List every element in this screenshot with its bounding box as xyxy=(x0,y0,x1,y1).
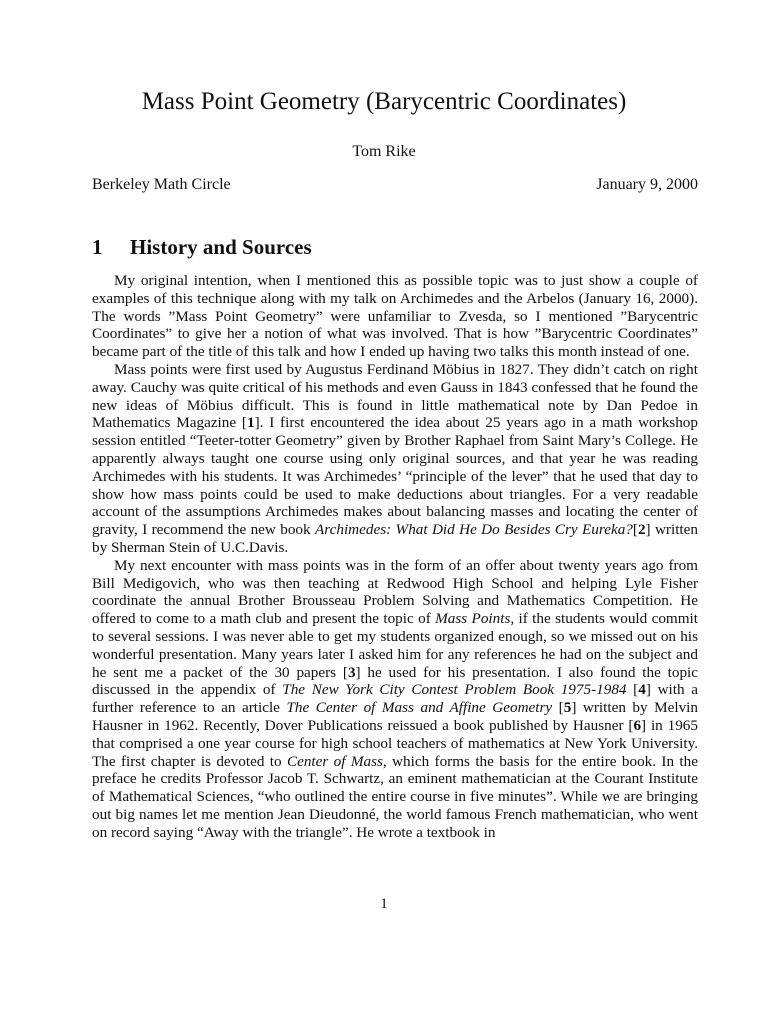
section-heading xyxy=(92,235,312,260)
section-number: 1 xyxy=(92,235,103,259)
text-run: ] with a further reference to an article xyxy=(92,681,698,717)
body-text xyxy=(92,272,698,842)
citation-ref: 3 xyxy=(347,663,356,681)
paper-title: Mass Point Geometry (Barycentric Coordinates) xyxy=(141,88,627,115)
section-title: History and Sources xyxy=(130,235,312,259)
paragraph-1: My original intention, when I mentioned this as possible topic was to just show a couple of examples of this technique along with my talk on Archimedes and the Arbelos (January 16, 2000). The words ”Mass Point Geometry” were unfamiliar to Zvesda, so I mentioned ”Barycentric Coordinates” to give her a notion of what was involved. That is how ”Barycentric Coordinates” became part of the title of this talk and how I ended up having two talks this month instead of one. xyxy=(92,272,698,361)
affiliation: Berkeley Math Circle xyxy=(92,176,231,193)
text-run: ] written by Sherman Stein of U.C.Davis. xyxy=(92,521,698,556)
text-run: , if the students would commit to several sessions. I was never able to get my students organized enough, so we missed out on his wonderful presentation. Many years later I asked him for any references he had on the subject and he sent me a packet of the 30 papers [ xyxy=(92,610,698,681)
text-run: [ xyxy=(626,681,639,699)
date: January 9, 2000 xyxy=(596,176,698,193)
text-run: ] in 1965 that comprised a one year course for high school teachers of mathematics at New York University. The first chapter is devoted to xyxy=(92,716,698,770)
chapter-title: Center of Mass xyxy=(286,752,383,770)
citation-ref: 4 xyxy=(638,681,646,699)
article-title: The Center of Mass and Affine Geometry xyxy=(286,699,553,717)
meta-row xyxy=(92,176,698,194)
text-run: Mass points were first used by Augustus Ferdinand Möbius in 1827. They didn’t catch on right away. Cauchy was quite critical of his methods and even Gauss in 1843 confessed that he found the new ideas of Möbius difficult. This is found in little mathematical note by Dan Pedoe in Mathematics Magazine [ xyxy=(92,360,698,432)
text-run: My next encounter with mass points was in the form of an offer about twenty years ago from Bill Medigovich, who was then teaching at Redwood High School and helping Lyle Fisher coordinate the annual Brother Brousseau Problem Solving and Mathematics Competition. He offered to come to a math club and present the topic of xyxy=(92,556,698,628)
text-run: ]. I first encountered the idea about 25 years ago in a math workshop session entitled “Teeter-totter Geometry” given by Brother Raphael from Saint Mary’s College. He apparently always taught one course using only original sources, and that year he was reading Archimedes with his students. It was Archimedes’ “principle of the lever” that he used that day to show how mass points could be used to make deductions about triangles. For a very readable account of the assumptions Archimedes makes about balancing masses and locating the center of gravity, I recommend the new book xyxy=(92,414,698,539)
topic-title: Mass Points xyxy=(435,610,511,628)
text-run: ] written by Melvin Hausner in 1962. Recently, Dover Publications reissued a book published by Hausner [ xyxy=(92,699,698,734)
citation-ref: 2 xyxy=(637,521,646,539)
text-run: [ xyxy=(632,521,638,539)
page-number: 1 xyxy=(380,896,388,912)
text-run: , which forms the basis for the entire book. In the preface he credits Professor Jacob T. Schwartz, an eminent mathematician at the Courant Institute of Mathematical Sciences, “who outlined the entire course in five minutes”. While we are bringing out big names let me mention Jean Dieudonné, the world famous French mathematician, who went on record saying “Away with the triangle”. He wrote a textbook in xyxy=(92,752,698,841)
paragraph-2 xyxy=(92,361,698,557)
text-run: ] he used for his presentation. I also found the topic discussed in the appendix of xyxy=(92,663,699,699)
citation-ref: 5 xyxy=(563,699,572,717)
paragraph-3 xyxy=(92,557,698,842)
author-name: Tom Rike xyxy=(352,143,416,160)
text-run: [ xyxy=(552,699,564,717)
book-title: Archimedes: What Did He Do Besides Cry Eureka? xyxy=(314,521,633,539)
book-title: The New York City Contest Problem Book 1975-1984 xyxy=(282,681,627,699)
citation-ref: 1 xyxy=(246,414,255,432)
citation-ref: 6 xyxy=(633,716,642,734)
